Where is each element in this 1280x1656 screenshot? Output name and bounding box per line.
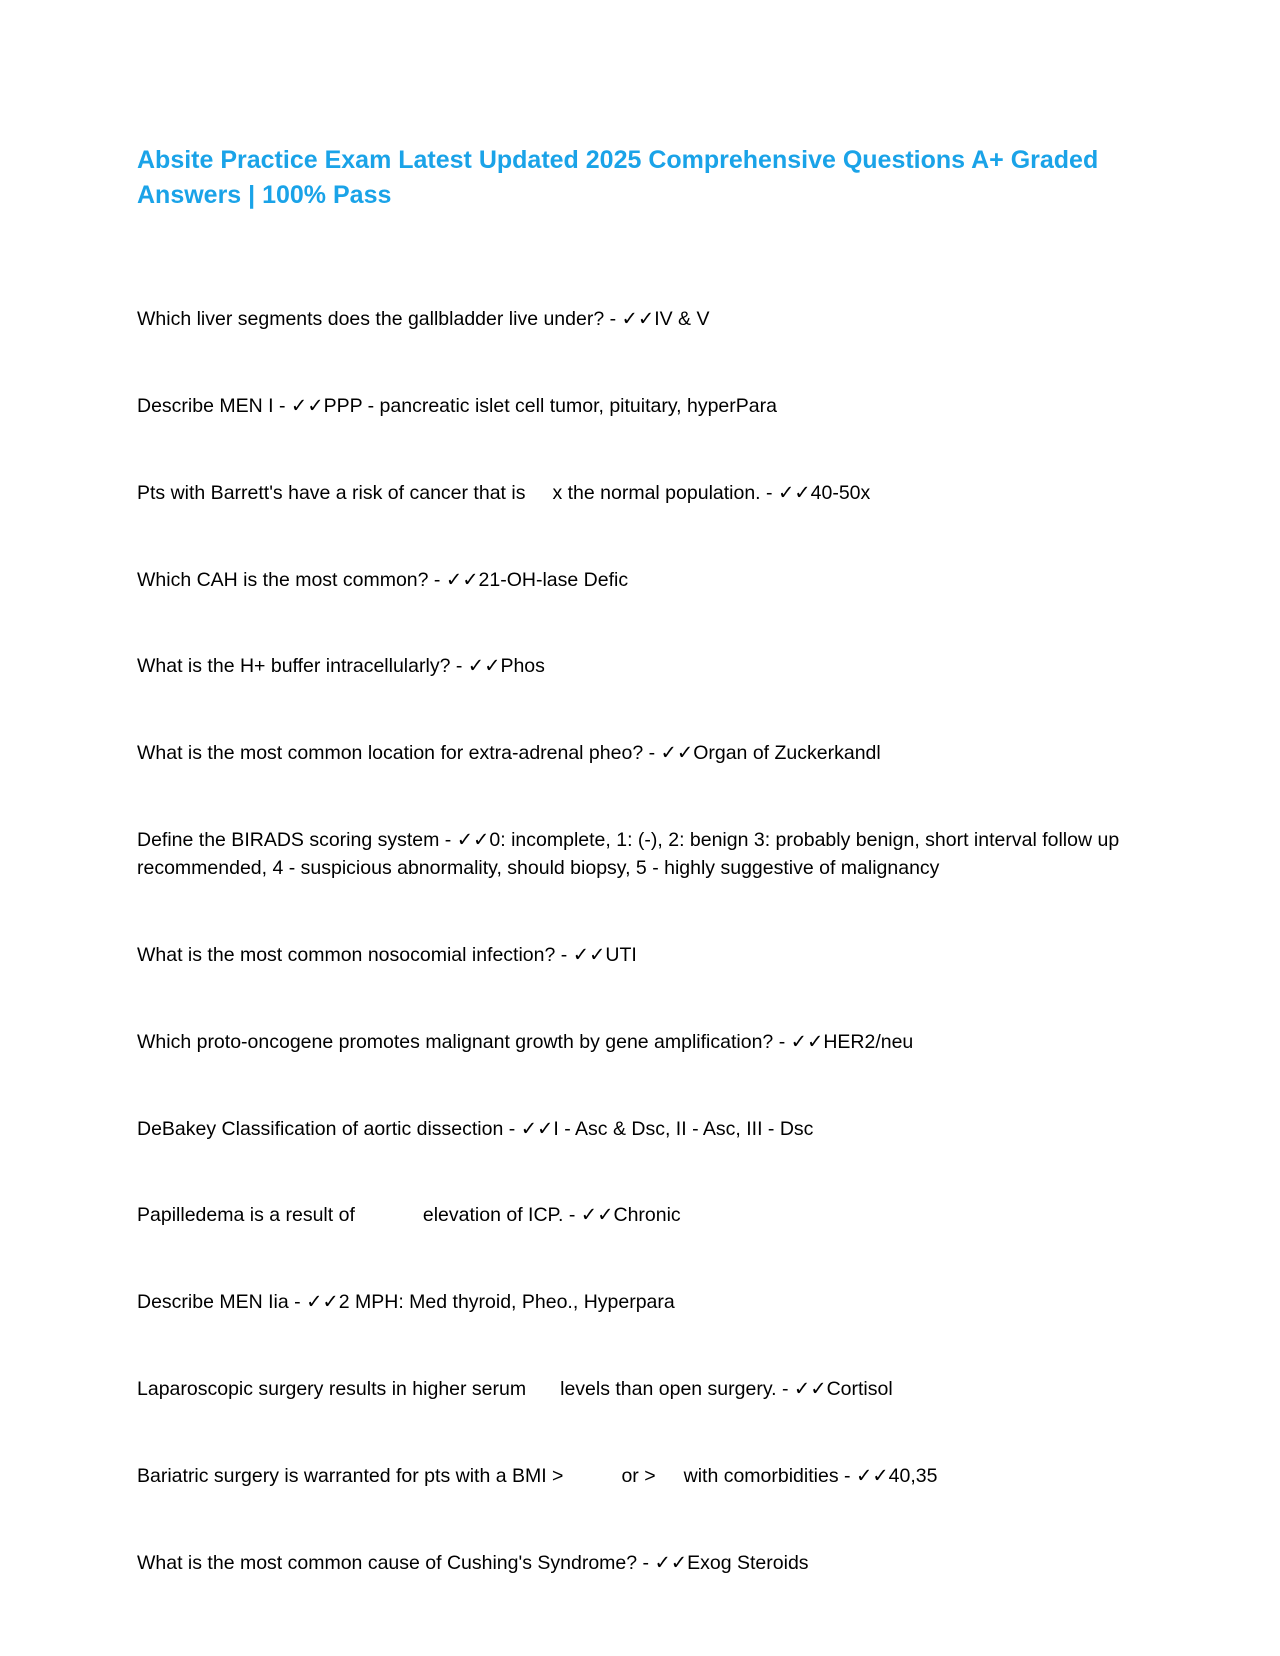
qa-item	[137, 1549, 1147, 1577]
separator: -	[604, 308, 622, 330]
answer-text: Chronic	[613, 1204, 681, 1226]
check-mark-icon: ✓✓	[467, 655, 501, 677]
separator: -	[288, 1291, 307, 1313]
question-text: Laparoscopic surgery results in higher serum	[137, 1378, 527, 1400]
qa-item	[137, 652, 1147, 680]
separator: -	[773, 1031, 791, 1053]
question-text: What is the most common cause of Cushing's Syndrome?	[137, 1552, 638, 1574]
qa-item	[137, 479, 1147, 507]
question-text-continued: levels than open surgery.	[560, 1378, 777, 1400]
answer-text: I - Asc & Dsc, II - Asc, III - Dsc	[553, 1118, 814, 1140]
separator: -	[637, 1552, 655, 1574]
separator: -	[776, 1378, 794, 1400]
check-mark-icon: ✓✓	[790, 1031, 824, 1053]
answer-text: 2 MPH: Med thyroid, Pheo., Hyperpara	[338, 1291, 675, 1313]
document-title: Absite Practice Exam Latest Updated 2025 Comprehensive Questions A+ Graded Answers | 100% Pass	[137, 146, 1099, 209]
check-mark-icon: ✓✓	[290, 395, 324, 417]
question-text-continued: x the normal population.	[552, 482, 761, 504]
question-text-continued: elevation of ICP.	[422, 1204, 564, 1226]
separator: -	[439, 829, 457, 851]
qa-item	[137, 739, 1147, 767]
check-mark-icon: ✓✓	[621, 308, 655, 330]
separator: -	[273, 395, 291, 417]
qa-item	[137, 1375, 1147, 1403]
separator: -	[428, 569, 446, 591]
qa-item	[137, 826, 1147, 882]
qa-item	[137, 1201, 1147, 1229]
question-text: What is the most common nosocomial infection?	[137, 944, 556, 966]
question-text: Which liver segments does the gallbladder live under?	[137, 308, 605, 330]
qa-item	[137, 941, 1147, 969]
check-mark-icon: ✓✓	[855, 1465, 889, 1487]
check-mark-icon: ✓✓	[580, 1204, 614, 1226]
question-text: Which proto-oncogene promotes malignant growth by gene amplification?	[137, 1031, 774, 1053]
answer-text: HER2/neu	[823, 1031, 914, 1053]
qa-item	[137, 392, 1147, 420]
answer-text: PPP - pancreatic islet cell tumor, pituitary, hyperPara	[323, 395, 777, 417]
separator: -	[838, 1465, 856, 1487]
check-mark-icon: ✓✓	[572, 944, 606, 966]
answer-text: Organ of Zuckerkandl	[693, 742, 881, 764]
question-text-continued: with comorbidities	[683, 1465, 839, 1487]
check-mark-icon: ✓✓	[445, 569, 479, 591]
check-mark-icon: ✓✓	[660, 742, 694, 764]
separator: -	[555, 944, 573, 966]
question-text: Describe MEN Iia	[137, 1291, 289, 1313]
separator: -	[760, 482, 778, 504]
question-text: Which CAH is the most common?	[137, 569, 429, 591]
check-mark-icon: ✓✓	[793, 1378, 827, 1400]
separator: -	[643, 742, 661, 764]
check-mark-icon: ✓✓	[456, 829, 490, 851]
question-text: What is the H+ buffer intracellularly?	[137, 655, 451, 677]
answer-text: Exog Steroids	[687, 1552, 809, 1574]
separator: -	[503, 1118, 521, 1140]
separator: -	[450, 655, 468, 677]
question-text: Define the BIRADS scoring system	[137, 829, 440, 851]
check-mark-icon: ✓✓	[520, 1118, 554, 1140]
question-text: Describe MEN I	[137, 395, 274, 417]
question-text: Pts with Barrett's have a risk of cancer that is	[137, 482, 526, 504]
answer-text: 40,35	[888, 1465, 938, 1487]
qa-item	[137, 1115, 1147, 1143]
qa-item	[137, 305, 1147, 333]
answer-text: 0: incomplete, 1: (-), 2: benign 3: probably benign, short interval follow up recommended, 4 - suspicious abnormality, should biopsy, 5 - highly suggestive of malignancy	[137, 829, 1125, 879]
answer-text: IV & V	[654, 308, 710, 330]
question-text-continued: or >	[621, 1465, 656, 1487]
qa-item	[137, 566, 1147, 594]
qa-item	[137, 1288, 1147, 1316]
question-text: Bariatric surgery is warranted for pts with a BMI >	[137, 1465, 564, 1487]
question-text: DeBakey Classification of aortic dissection	[137, 1118, 504, 1140]
answer-text: Phos	[500, 655, 545, 677]
answer-text: Cortisol	[826, 1378, 893, 1400]
question-text: Papilledema is a result of	[137, 1204, 355, 1226]
check-mark-icon: ✓✓	[306, 1291, 339, 1313]
qa-item	[137, 1462, 1147, 1490]
answer-text: 40-50x	[810, 482, 871, 504]
separator: -	[563, 1204, 581, 1226]
question-text: What is the most common location for extra-adrenal pheo?	[137, 742, 644, 764]
answer-text: 21-OH-lase Defic	[478, 569, 629, 591]
check-mark-icon: ✓✓	[777, 482, 811, 504]
check-mark-icon: ✓✓	[654, 1552, 688, 1574]
qa-item	[137, 1028, 1147, 1056]
answer-text: UTI	[605, 944, 637, 966]
